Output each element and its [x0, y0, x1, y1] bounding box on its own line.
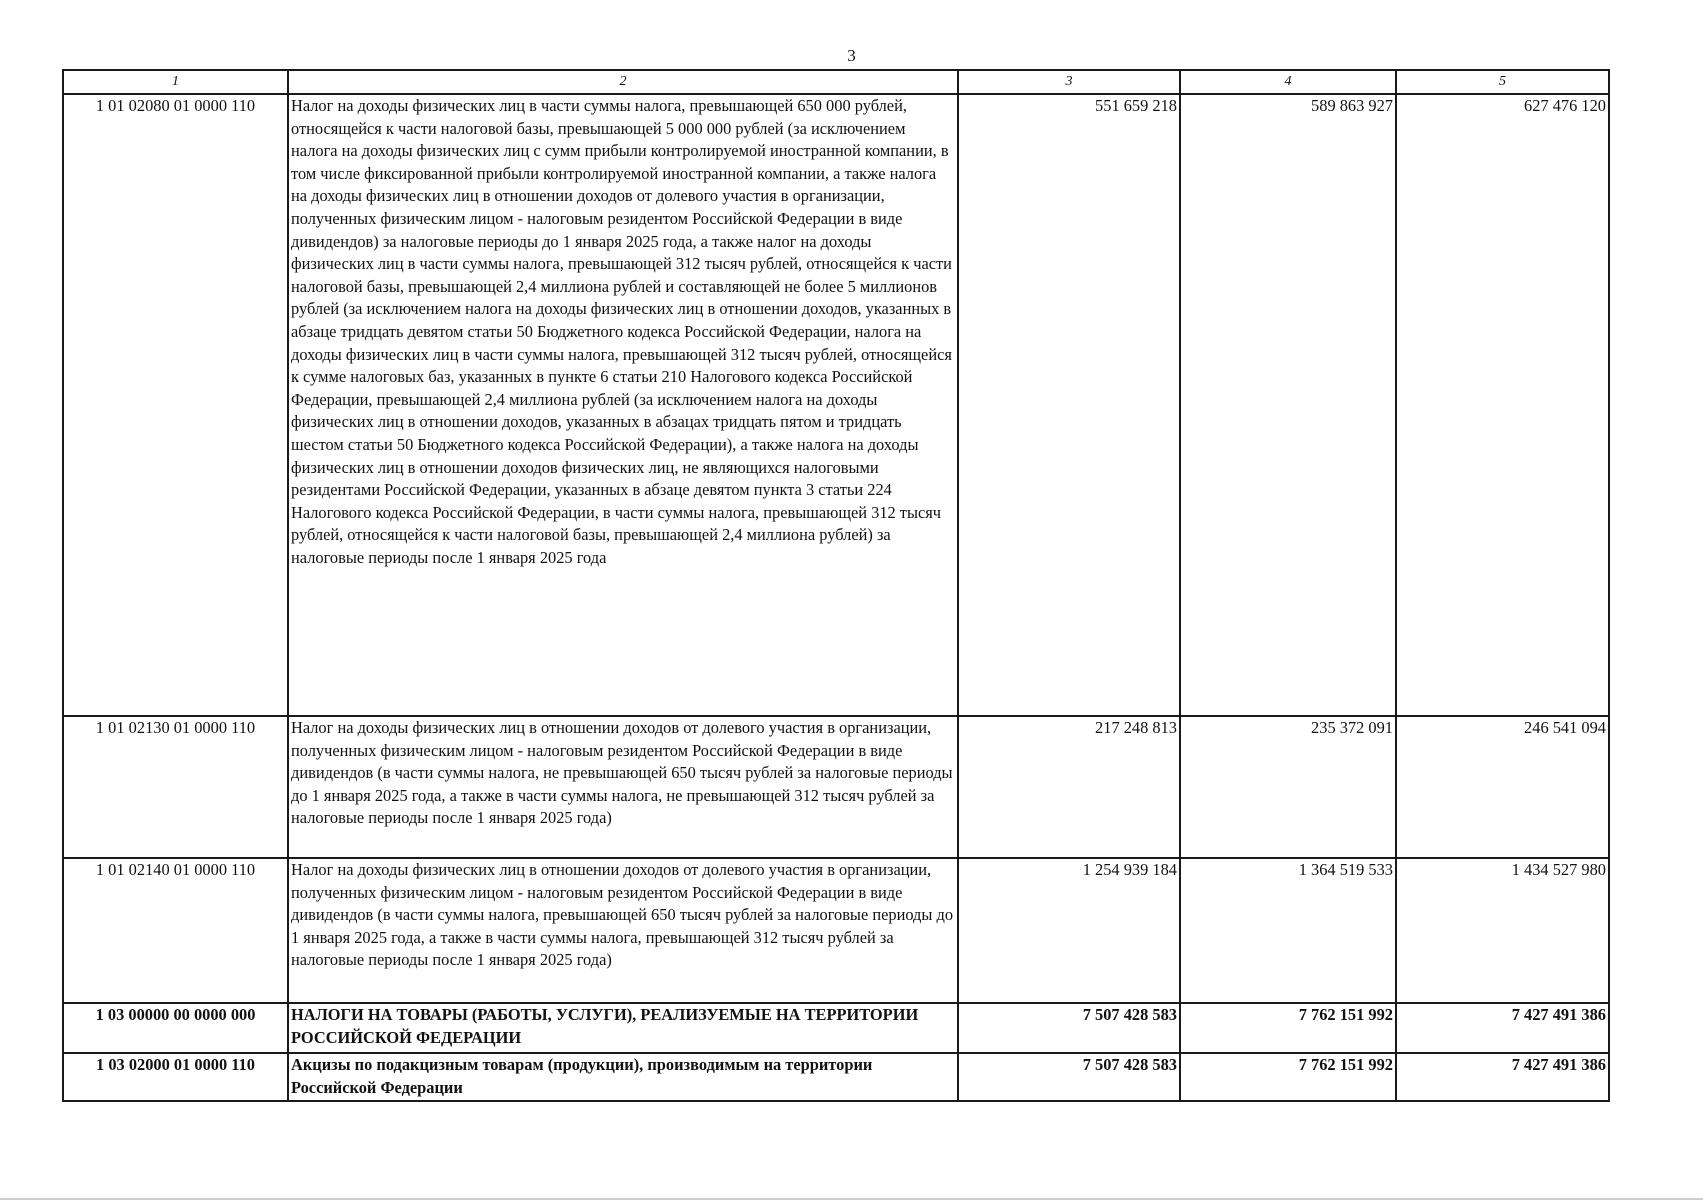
row-value-col4: 1 364 519 533	[1180, 858, 1396, 1003]
row-value-col5: 627 476 120	[1396, 94, 1609, 716]
table-row	[63, 1053, 1609, 1101]
table-row	[63, 94, 1609, 716]
row-value-col5: 246 541 094	[1396, 716, 1609, 858]
budget-revenue-table	[62, 69, 1610, 1102]
row-code: 1 01 02080 01 0000 110	[63, 94, 288, 716]
row-code: 1 01 02130 01 0000 110	[63, 716, 288, 858]
row-value-col3: 7 507 428 583	[958, 1053, 1180, 1101]
table-row	[63, 1003, 1609, 1053]
row-value-col4: 235 372 091	[1180, 716, 1396, 858]
row-value-col4: 7 762 151 992	[1180, 1003, 1396, 1053]
row-value-col4: 7 762 151 992	[1180, 1053, 1396, 1101]
column-header-1: 1	[63, 70, 288, 94]
row-description: Акцизы по подакцизным товарам (продукции), производимым на территории Российской Федерации	[288, 1053, 958, 1101]
row-code: 1 03 00000 00 0000 000	[63, 1003, 288, 1053]
row-value-col5: 7 427 491 386	[1396, 1053, 1609, 1101]
row-code: 1 03 02000 01 0000 110	[63, 1053, 288, 1101]
row-code: 1 01 02140 01 0000 110	[63, 858, 288, 1003]
column-header-2: 2	[288, 70, 958, 94]
row-description: Налог на доходы физических лиц в отношении доходов от долевого участия в организации, полученных физическим лицом - налоговым резидентом Российской Федерации в виде дивидендов (в части суммы налога, превышающей 650 тысяч рублей за налоговые периоды до 1 января 2025 года, а также в части суммы налога, превышающей 312 тысяч рублей за налоговые периоды после 1 января 2025 года)	[288, 858, 958, 1003]
column-header-4: 4	[1180, 70, 1396, 94]
row-value-col3: 551 659 218	[958, 94, 1180, 716]
table-header-row	[63, 70, 1609, 94]
row-description: Налог на доходы физических лиц в части суммы налога, превышающей 650 000 рублей, относящейся к части налоговой базы, превышающей 5 000 000 рублей (за исключением налога на доходы физических лиц с сумм прибыли контролируемой иностранной компании, в том числе фиксированной прибыли контролируемой иностранной компании, а также налога на доходы физических лиц в отношении доходов от долевого участия в организации, полученных физическим лицом - налоговым резидентом Российской Федерации в виде дивидендов) за налоговые периоды до 1 января 2025 года, а также налог на доходы физических лиц в части суммы налога, превышающей 312 тысяч рублей, относящейся к части налоговой базы, превышающей 2,4 миллиона рублей и составляющей не более 5 миллионов рублей (за исключением налога на доходы физических лиц в отношении доходов, указанных в абзаце тридцать девятом статьи 50 Бюджетного кодекса Российской Федерации, налога на доходы физических лиц в части суммы налога, превышающей 312 тысяч рублей, относящейся к сумме налоговых баз, указанных в пункте 6 статьи 210 Налогового кодекса Российской Федерации, превышающей 2,4 миллиона рублей (за исключением налога на доходы физических лиц в отношении доходов, указанных в абзацах тридцать пятом и тридцать шестом статьи 50 Бюджетного кодекса Российской Федерации), а также налога на доходы физических лиц в отношении доходов физических лиц, не являющихся налоговыми резидентами Российской Федерации, указанных в абзаце девятом пункта 3 статьи 224 Налогового кодекса Российской Федерации, в части суммы налога, превышающей 312 тысяч рублей, относящейся к части налоговой базы, превышающей 2,4 миллиона рублей) за налоговые периоды после 1 января 2025 года	[288, 94, 958, 716]
table-row	[63, 716, 1609, 858]
table-row	[63, 858, 1609, 1003]
row-description: Налог на доходы физических лиц в отношении доходов от долевого участия в организации, полученных физическим лицом - налоговым резидентом Российской Федерации в виде дивидендов (в части суммы налога, не превышающей 650 тысяч рублей за налоговые периоды до 1 января 2025 года, а также в части суммы налога, не превышающей 312 тысяч рублей за налоговые периоды после 1 января 2025 года)	[288, 716, 958, 858]
column-header-5: 5	[1396, 70, 1609, 94]
row-value-col3: 1 254 939 184	[958, 858, 1180, 1003]
row-value-col5: 1 434 527 980	[1396, 858, 1609, 1003]
row-value-col5: 7 427 491 386	[1396, 1003, 1609, 1053]
row-value-col3: 217 248 813	[958, 716, 1180, 858]
row-value-col3: 7 507 428 583	[958, 1003, 1180, 1053]
column-header-3: 3	[958, 70, 1180, 94]
page-number: 3	[847, 46, 856, 65]
row-value-col4: 589 863 927	[1180, 94, 1396, 716]
row-description: НАЛОГИ НА ТОВАРЫ (РАБОТЫ, УСЛУГИ), РЕАЛИЗУЕМЫЕ НА ТЕРРИТОРИИ РОССИЙСКОЙ ФЕДЕРАЦИИ	[288, 1003, 958, 1053]
